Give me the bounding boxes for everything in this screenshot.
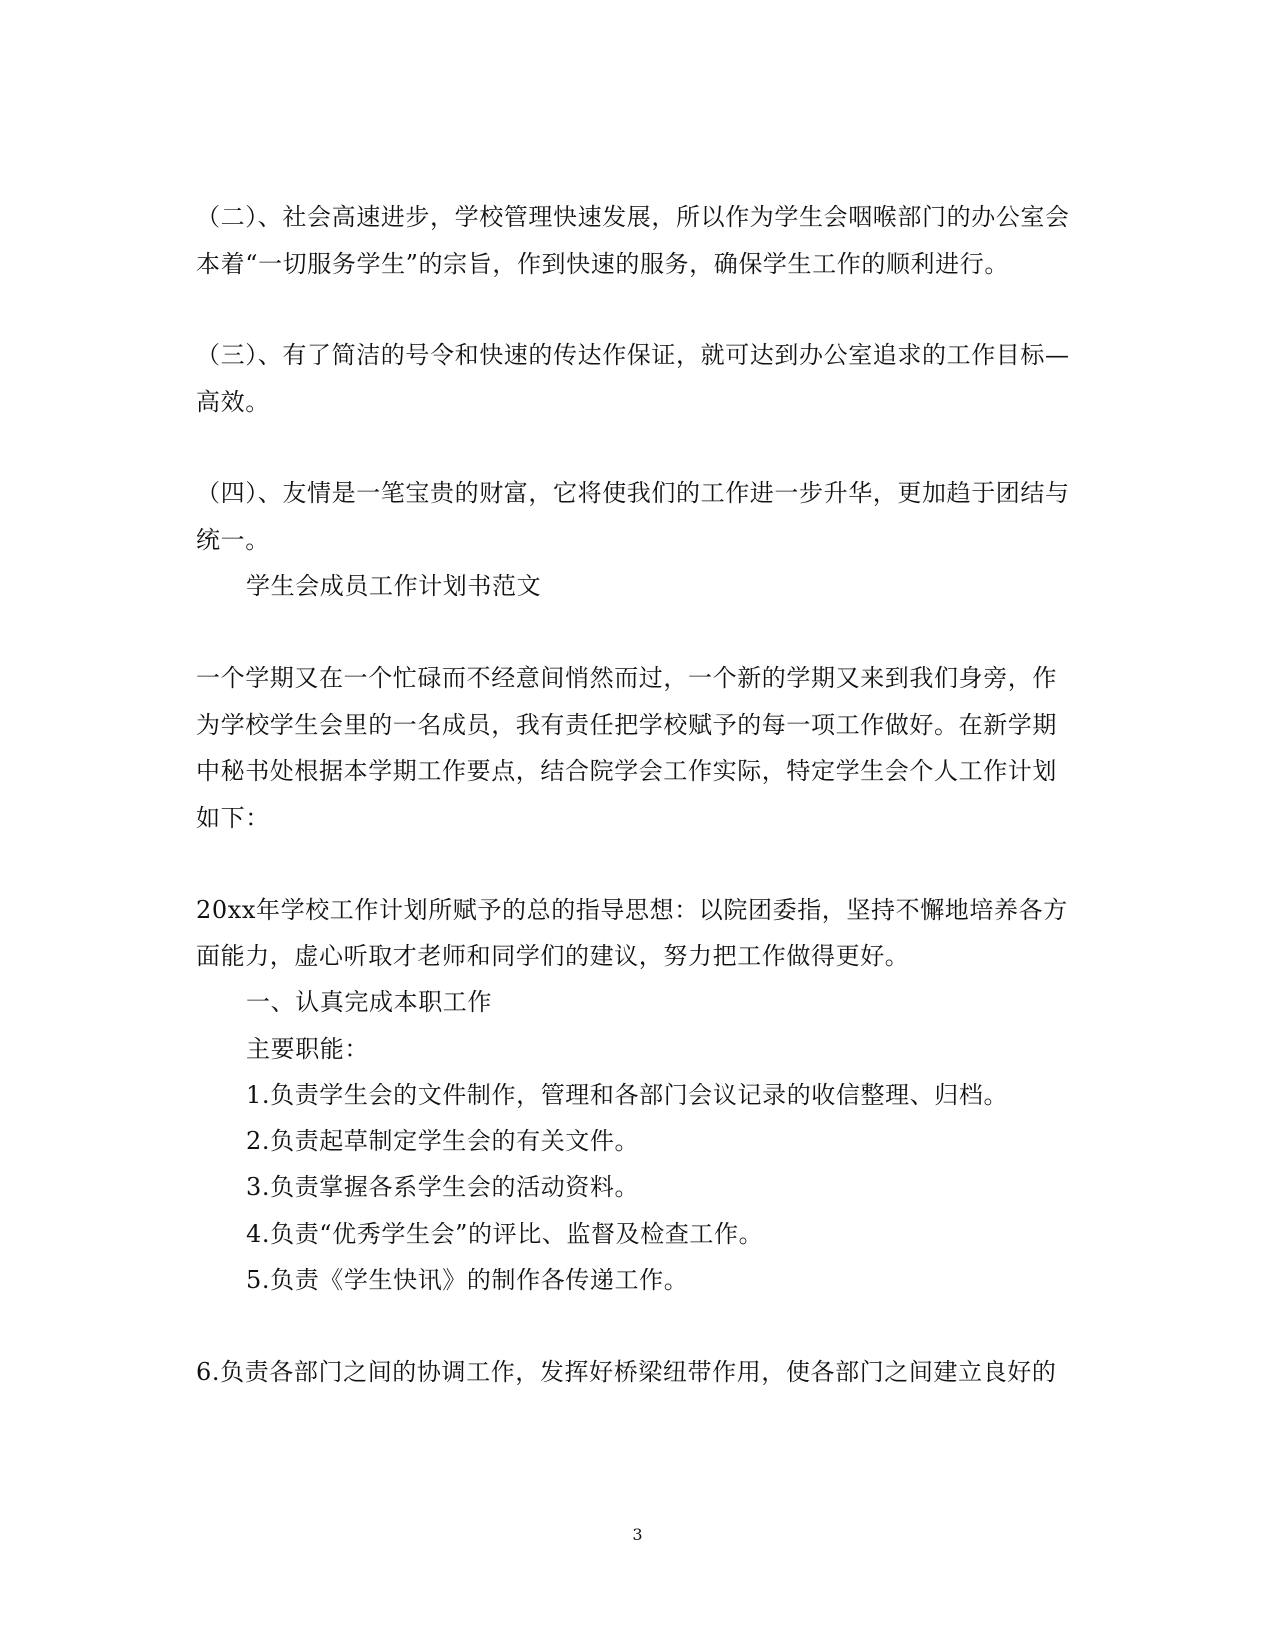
paragraph-4-line-2: 统一。 (196, 526, 270, 554)
paragraph-3-line-1: （三）、有了简洁的号令和快速的传达作保证，就可达到办公室追求的工作目标— (196, 341, 1070, 369)
duty-item-5: 5.负责《学生快讯》的制作各传递工作。 (246, 1266, 689, 1294)
duty-item-3: 3.负责掌握各系学生会的活动资料。 (246, 1173, 640, 1201)
section-heading: 学生会成员工作计划书范文 (246, 572, 542, 600)
guide-line-1: 20xx年学校工作计划所赋予的总的指导思想：以院团委指，坚持不懈地培养各方 (196, 896, 1068, 924)
paragraph-2-line-1: （二）、社会高速进步，学校管理快速发展，所以作为学生会咽喉部门的办公室会 (196, 203, 1070, 231)
section-1-title: 一、认真完成本职工作 (246, 988, 492, 1016)
intro-line-1: 一个学期又在一个忙碌而不经意间悄然而过，一个新的学期又来到我们身旁，作 (196, 664, 1057, 692)
duty-item-4: 4.负责“优秀学生会”的评比、监督及检查工作。 (246, 1220, 764, 1248)
duties-label: 主要职能： (246, 1035, 369, 1063)
intro-line-2: 为学校学生会里的一名成员，我有责任把学校赋予的每一项工作做好。在新学期 (196, 711, 1057, 739)
paragraph-3-line-2: 高效。 (196, 388, 270, 416)
guide-line-2: 面能力，虚心听取才老师和同学们的建议，努力把工作做得更好。 (196, 942, 910, 970)
paragraph-2-line-2: 本着“一切服务学生”的宗旨，作到快速的服务，确保学生工作的顺利进行。 (196, 250, 1009, 278)
intro-line-4: 如下： (196, 804, 270, 832)
duty-item-6-line-1: 6.负责各部门之间的协调工作，发挥好桥梁纽带作用，使各部门之间建立良好的 (196, 1358, 1057, 1386)
duty-item-2: 2.负责起草制定学生会的有关文件。 (246, 1127, 640, 1155)
intro-line-3: 中秘书处根据本学期工作要点，结合院学会工作实际，特定学生会个人工作计划 (196, 757, 1057, 785)
duty-item-1: 1.负责学生会的文件制作，管理和各部门会议记录的收信整理、归档。 (246, 1081, 1009, 1109)
page-number: 3 (632, 1525, 643, 1544)
paragraph-4-line-1: （四）、友情是一笔宝贵的财富，它将使我们的工作进一步升华，更加趋于团结与 (196, 479, 1070, 507)
